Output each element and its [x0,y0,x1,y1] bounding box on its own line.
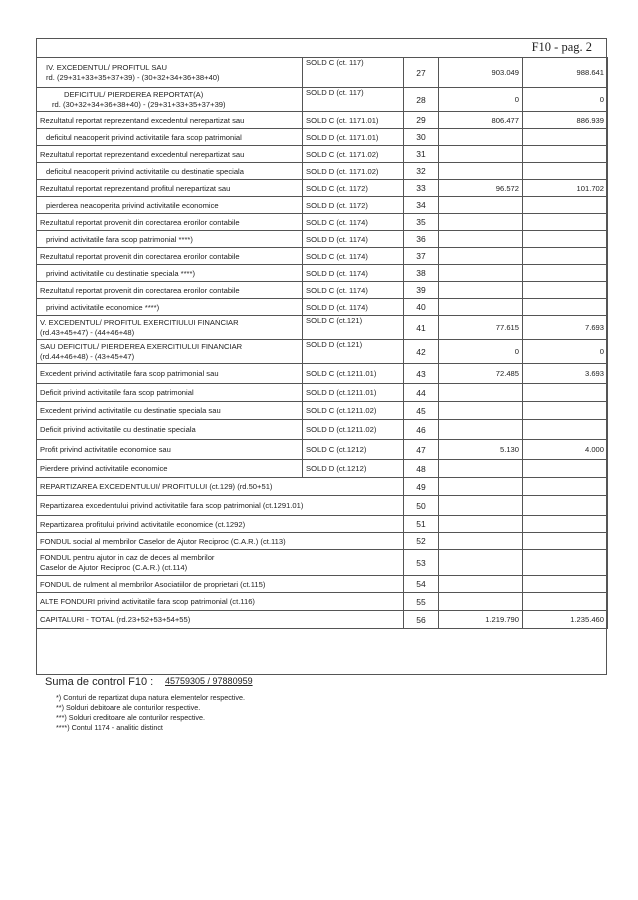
value-previous-year: 0 [439,88,523,112]
row-description: privind activitatile fara scop patrimonial ****) [37,231,303,248]
table-row [37,231,608,248]
row-description: Rezultatul reportat provenit din corectarea erorilor contabile [37,248,303,265]
value-current-year [523,299,608,316]
table-row [37,112,608,129]
row-description-line: FONDUL pentru ajutor in caz de deces al membrilor [40,552,215,562]
row-number: 42 [404,340,439,364]
value-previous-year [439,265,523,282]
value-previous-year [439,420,523,440]
value-previous-year: 903.049 [439,58,523,88]
value-previous-year [439,299,523,316]
value-previous-year [439,460,523,478]
row-account: SOLD C (ct. 117) [303,58,404,88]
value-previous-year [439,214,523,231]
value-current-year: 988.641 [523,58,608,88]
table-row [37,197,608,214]
row-description: Deficit privind activitatile fara scop patrimonial [37,384,303,402]
row-number: 39 [404,282,439,299]
value-current-year [523,163,608,180]
value-current-year: 101.702 [523,180,608,197]
table-row [37,214,608,231]
table-row [37,316,608,340]
value-current-year [523,265,608,282]
table-row [37,611,608,629]
footnote: ***) Solduri creditoare ale conturilor respective. [56,713,206,722]
value-previous-year: 5.130 [439,440,523,460]
row-description: FONDUL social al membrilor Caselor de Ajutor Reciproc (C.A.R.) (ct.113) [37,533,404,550]
row-account: SOLD D (ct. 1171.02) [303,163,404,180]
row-description: Excedent privind activitatile cu destinatie speciala sau [37,402,303,420]
table-row [37,129,608,146]
row-number: 55 [404,593,439,611]
row-description-formula: Caselor de Ajutor Reciproc (C.A.R.) (ct.114) [40,562,188,572]
value-current-year [523,146,608,163]
table-row [37,146,608,163]
table-row [37,384,608,402]
row-account: SOLD D (ct. 1174) [303,265,404,282]
row-number: 51 [404,516,439,533]
row-description: privind activitatile cu destinatie speciala ****) [37,265,303,282]
value-current-year: 1.235.460 [523,611,608,629]
row-account: SOLD C (ct.1211.01) [303,364,404,384]
row-description: Repartizarea profitului privind activitatile economice (ct.1292) [37,516,404,533]
table-row [37,478,608,496]
value-current-year [523,533,608,550]
table-row [37,163,608,180]
row-number: 53 [404,550,439,576]
row-description [37,550,404,576]
value-previous-year [439,197,523,214]
value-current-year [523,460,608,478]
table-row [37,533,608,550]
value-previous-year [439,248,523,265]
value-current-year [523,478,608,496]
row-account: SOLD D (ct.1212) [303,460,404,478]
table-row [37,340,608,364]
row-number: 49 [404,478,439,496]
row-description: deficitul neacoperit privind activitatile fara scop patrimonial [37,129,303,146]
table-row [37,516,608,533]
control-sum-value: 45759305 / 97880959 [165,676,253,686]
value-previous-year: 72.485 [439,364,523,384]
table-row [37,364,608,384]
value-current-year [523,214,608,231]
page-label: F10 - pag. 2 [531,40,592,54]
footnotes [56,693,245,733]
row-description: privind activitatile economice ****) [37,299,303,316]
row-account: SOLD D (ct.121) [303,340,404,364]
value-current-year [523,129,608,146]
row-number: 44 [404,384,439,402]
table-row [37,593,608,611]
row-number: 56 [404,611,439,629]
value-previous-year: 77.615 [439,316,523,340]
table-row [37,460,608,478]
row-description-formula: rd. (30+32+34+36+38+40) - (29+31+33+35+37+39) [52,99,226,109]
row-number: 52 [404,533,439,550]
table-row [37,58,608,88]
value-current-year [523,420,608,440]
value-current-year [523,496,608,516]
footnote: **) Solduri debitoare ale conturilor respective. [56,703,201,712]
value-current-year: 3.693 [523,364,608,384]
value-previous-year [439,576,523,593]
row-number: 43 [404,364,439,384]
row-description: Rezultatul reportat reprezentand excedentul nerepartizat sau [37,112,303,129]
table-row [37,496,608,516]
control-sum-label: Suma de control F10 : [45,676,154,688]
footnote: *) Conturi de repartizat dupa natura elementelor respective. [56,693,245,702]
row-number: 54 [404,576,439,593]
row-description: REPARTIZAREA EXCEDENTULUI/ PROFITULUI (ct.129) (rd.50+51) [37,478,404,496]
row-number: 32 [404,163,439,180]
row-number: 47 [404,440,439,460]
value-current-year [523,593,608,611]
row-number: 48 [404,460,439,478]
row-description-formula: (rd.43+45+47) - (44+46+48) [40,327,135,337]
row-account: SOLD D (ct. 1171.01) [303,129,404,146]
value-previous-year: 1.219.790 [439,611,523,629]
row-number: 41 [404,316,439,340]
value-current-year: 7.693 [523,316,608,340]
table-row [37,180,608,197]
row-number: 35 [404,214,439,231]
row-description [37,316,303,340]
value-current-year: 0 [523,88,608,112]
footnote: ****) Contul 1174 - analitic distinct [56,723,163,732]
value-previous-year [439,496,523,516]
value-current-year [523,282,608,299]
table-row [37,576,608,593]
row-number: 45 [404,402,439,420]
row-account: SOLD C (ct. 1174) [303,214,404,231]
row-account: SOLD C (ct. 1174) [303,282,404,299]
value-current-year [523,550,608,576]
row-number: 36 [404,231,439,248]
value-current-year [523,402,608,420]
table-row [37,299,608,316]
value-previous-year [439,402,523,420]
row-description: Rezultatul reportat provenit din corectarea erorilor contabile [37,214,303,231]
value-previous-year [439,550,523,576]
balance-table [36,57,608,629]
row-account: SOLD C (ct.121) [303,316,404,340]
value-previous-year [439,231,523,248]
row-account: SOLD C (ct.1212) [303,440,404,460]
row-account: SOLD C (ct. 1174) [303,248,404,265]
value-previous-year [439,384,523,402]
row-number: 28 [404,88,439,112]
value-previous-year [439,478,523,496]
row-number: 40 [404,299,439,316]
row-account: SOLD D (ct.1211.02) [303,420,404,440]
value-previous-year [439,129,523,146]
row-number: 38 [404,265,439,282]
row-description: Deficit privind activitatile cu destinatie speciala [37,420,303,440]
row-description: deficitul neacoperit privind activitatile cu destinatie speciala [37,163,303,180]
value-current-year [523,384,608,402]
row-account: SOLD C (ct. 1171.01) [303,112,404,129]
row-number: 33 [404,180,439,197]
value-current-year [523,231,608,248]
row-description [37,340,303,364]
value-current-year: 0 [523,340,608,364]
value-current-year: 4.000 [523,440,608,460]
row-account: SOLD C (ct. 1172) [303,180,404,197]
row-number: 34 [404,197,439,214]
value-previous-year [439,533,523,550]
table-row [37,248,608,265]
row-description-formula: rd. (29+31+33+35+37+39) - (30+32+34+36+38+40) [46,72,220,82]
table-row [37,420,608,440]
value-previous-year: 0 [439,340,523,364]
row-account: SOLD C (ct. 1171.02) [303,146,404,163]
row-description-line: IV. EXCEDENTUL/ PROFITUL SAU [46,62,167,72]
table-row [37,440,608,460]
row-number: 31 [404,146,439,163]
row-description [37,88,303,112]
table-row [37,402,608,420]
row-account: SOLD D (ct. 1172) [303,197,404,214]
row-description: Rezultatul reportat provenit din corectarea erorilor contabile [37,282,303,299]
row-account: SOLD C (ct.1211.02) [303,402,404,420]
row-account: SOLD D (ct. 117) [303,88,404,112]
value-previous-year [439,282,523,299]
value-previous-year [439,516,523,533]
row-number: 46 [404,420,439,440]
row-description: Rezultatul reportat reprezentand profitul nerepartizat sau [37,180,303,197]
table-row [37,282,608,299]
row-description-line: V. EXCEDENTUL/ PROFITUL EXERCITIULUI FINANCIAR [40,317,239,327]
row-number: 27 [404,58,439,88]
row-description: ALTE FONDURI privind activitatile fara scop patrimonial (ct.116) [37,593,404,611]
value-previous-year: 96.572 [439,180,523,197]
row-number: 50 [404,496,439,516]
table-row [37,88,608,112]
value-current-year: 886.939 [523,112,608,129]
row-description: pierderea neacoperita privind activitatile economice [37,197,303,214]
row-description: FONDUL de rulment al membrilor Asociatiilor de proprietari (ct.115) [37,576,404,593]
row-description-line: DEFICITUL/ PIERDEREA REPORTAT(A) [64,89,204,99]
table-row [37,265,608,282]
row-description: Profit privind activitatile economice sau [37,440,303,460]
table-row [37,550,608,576]
row-description: Pierdere privind activitatile economice [37,460,303,478]
value-current-year [523,197,608,214]
row-description: Rezultatul reportat reprezentand excedentul nerepartizat sau [37,146,303,163]
row-account: SOLD D (ct. 1174) [303,231,404,248]
row-account: SOLD D (ct.1211.01) [303,384,404,402]
row-number: 29 [404,112,439,129]
value-previous-year [439,163,523,180]
row-description: Repartizarea excedentului privind activitatile fara scop patrimonial (ct.1291.01) [37,496,404,516]
row-description-line: SAU DEFICITUL/ PIERDEREA EXERCITIULUI FINANCIAR [40,341,243,351]
row-description: Excedent privind activitatile fara scop patrimonial sau [37,364,303,384]
value-previous-year [439,593,523,611]
value-current-year [523,248,608,265]
row-account: SOLD D (ct. 1174) [303,299,404,316]
row-description-formula: (rd.44+46+48) - (43+45+47) [40,351,135,361]
row-number: 30 [404,129,439,146]
control-sum [45,676,253,688]
row-number: 37 [404,248,439,265]
row-description: CAPITALURI - TOTAL (rd.23+52+53+54+55) [37,611,404,629]
value-current-year [523,576,608,593]
value-current-year [523,516,608,533]
value-previous-year [439,146,523,163]
value-previous-year: 806.477 [439,112,523,129]
row-description [37,58,303,88]
